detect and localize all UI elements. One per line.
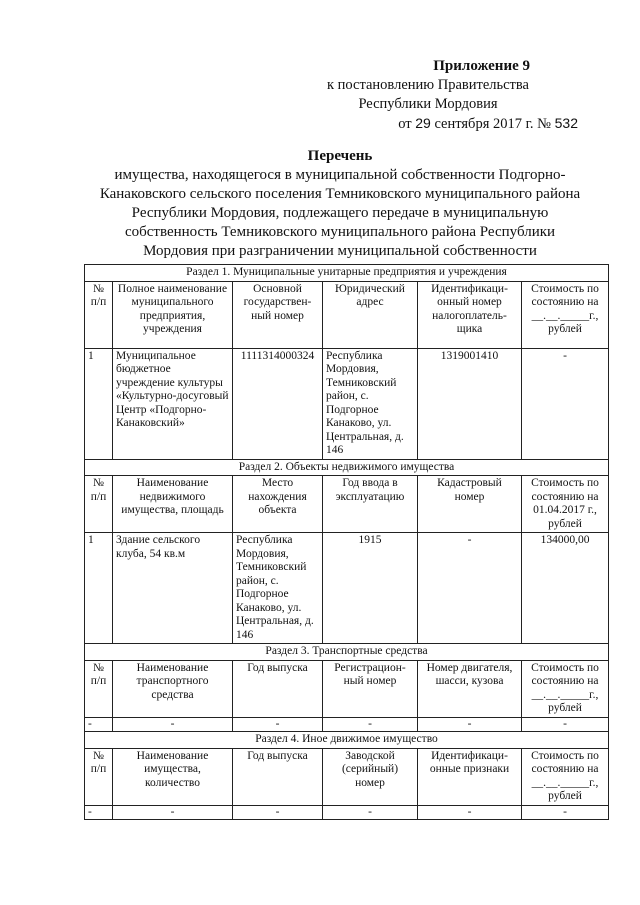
cell: - (85, 717, 113, 732)
section-4-title: Раздел 4. Иное движимое имущество (85, 732, 609, 749)
col-header: Стоимость по состоянию на __.__._____г., рублей (522, 660, 609, 717)
cell: - (522, 348, 609, 459)
cell: Республика Мордовия, Темниковский район, с. Подгорное Канаково, ул. Центральная, д. 146 (233, 533, 323, 644)
date-middle: сентября 2017 г. № (434, 116, 552, 132)
appendix-block (278, 56, 578, 134)
appendix-date-line (278, 114, 578, 134)
cell: - (323, 805, 418, 820)
appendix-line-2: Республики Мордовия (358, 96, 498, 112)
cell: - (418, 717, 522, 732)
col-header: № п/п (85, 281, 113, 348)
col-header: Заводской (серийный) номер (323, 748, 418, 805)
document-number: 532 (554, 115, 578, 131)
cell: - (233, 717, 323, 732)
col-header: Идентификаци-онный номер налогоплатель-щика (418, 281, 522, 348)
section-1-title: Раздел 1. Муниципальные унитарные предприятия и учреждения (85, 265, 609, 282)
col-header: Год ввода в эксплуатацию (323, 476, 418, 533)
appendix-line-1: к постановлению Правительства (327, 77, 529, 93)
cell: 134000,00 (522, 533, 609, 644)
section-1-header-row (85, 265, 609, 282)
col-header: Кадастровый номер (418, 476, 522, 533)
col-header: Наименование имущества, количество (113, 748, 233, 805)
section-2-title: Раздел 2. Объекты недвижимого имущества (85, 459, 609, 476)
col-header: № п/п (85, 476, 113, 533)
col-header: Наименование транспортного средства (113, 660, 233, 717)
title-line-1: имущества, находящегося в муниципальной собственности Подгорно- (114, 167, 566, 183)
col-header: Основной государствен-ный номер (233, 281, 323, 348)
cell: Муниципальное бюджетное учреждение культуры «Культурно-досуговый Центр «Подгорно-Канаковский» (113, 348, 233, 459)
cell: - (418, 805, 522, 820)
col-header: Стоимость по состоянию на 01.04.2017 г., рублей (522, 476, 609, 533)
col-header: Регистрацион-ный номер (323, 660, 418, 717)
cell: - (233, 805, 323, 820)
col-header: Стоимость по состоянию на __.__._____г., рублей (522, 748, 609, 805)
title-line-4: собственность Темниковского муниципального района Республики (124, 224, 556, 240)
col-header: Юридический адрес (323, 281, 418, 348)
cell: Республика Мордовия, Темниковский район, с. Подгорное Канаково, ул. Центральная, д. 146 (323, 348, 418, 459)
section-3-column-headers (85, 660, 609, 717)
cell: Здание сельского клуба, 54 кв.м (113, 533, 233, 644)
appendix-heading: Приложение 9 (433, 58, 530, 74)
cell: 1 (85, 533, 113, 644)
section-1-column-headers (85, 281, 609, 348)
cell: 1915 (323, 533, 418, 644)
col-header: Идентификаци-онные признаки (418, 748, 522, 805)
cell: 1 (85, 348, 113, 459)
section-4-header-row (85, 732, 609, 749)
date-prefix: от (398, 116, 412, 132)
section-2-header-row (85, 459, 609, 476)
section-2-column-headers (85, 476, 609, 533)
cell: - (113, 717, 233, 732)
date-day: 29 (415, 115, 431, 131)
col-header: Год выпуска (233, 660, 323, 717)
cell: - (113, 805, 233, 820)
document-title (60, 146, 620, 261)
title-line-5: Мордовия при разграничении муниципальной собственности (143, 243, 537, 259)
cell: - (323, 717, 418, 732)
col-header: № п/п (85, 748, 113, 805)
col-header: Полное наименование муниципального предприятия, учреждения (113, 281, 233, 348)
col-header: Место нахождения объекта (233, 476, 323, 533)
cell: - (522, 717, 609, 732)
cell: - (418, 533, 522, 644)
section-3-title: Раздел 3. Транспортные средства (85, 644, 609, 661)
title-main: Перечень (307, 148, 373, 164)
table-row (85, 717, 609, 732)
cell: 1319001410 (418, 348, 522, 459)
title-line-2: Канаковского сельского поселения Темниковского муниципального района (99, 186, 581, 202)
section-4-column-headers (85, 748, 609, 805)
property-register-table (84, 264, 609, 820)
section-3-header-row (85, 644, 609, 661)
table-row (85, 533, 609, 644)
col-header: Год выпуска (233, 748, 323, 805)
col-header: Номер двигателя, шасси, кузова (418, 660, 522, 717)
title-line-3: Республики Мордовия, подлежащего передаче в муниципальную (131, 205, 549, 221)
cell: - (522, 805, 609, 820)
cell: 1111314000324 (233, 348, 323, 459)
table-row (85, 348, 609, 459)
cell: - (85, 805, 113, 820)
col-header: № п/п (85, 660, 113, 717)
col-header: Наименование недвижимого имущества, площадь (113, 476, 233, 533)
table-row (85, 805, 609, 820)
col-header: Стоимость по состоянию на __.__._____г., рублей (522, 281, 609, 348)
